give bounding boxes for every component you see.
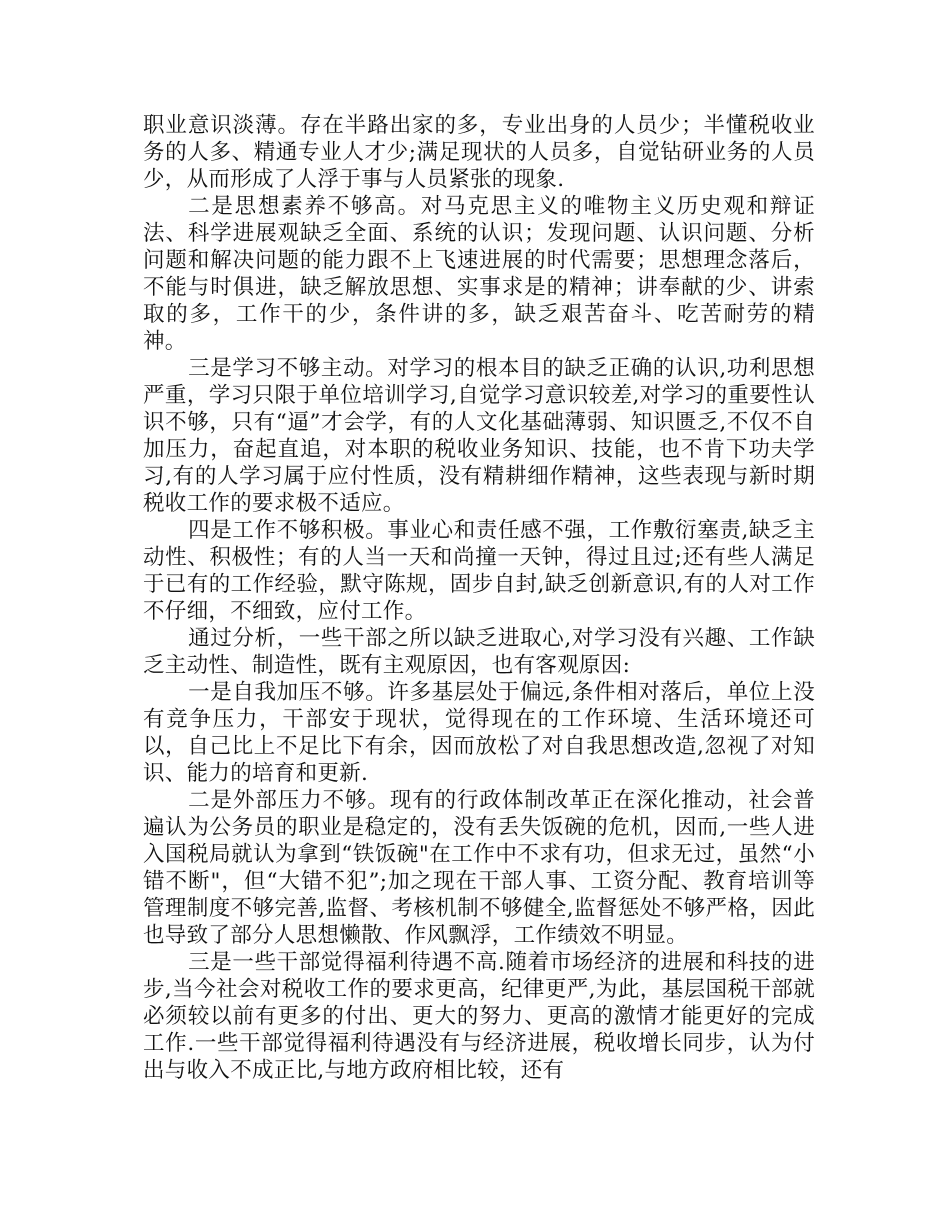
paragraph-7: 二是外部压力不够。现有的行政体制改革正在深化推动，社会普遍认为公务员的职业是稳定的，没有丢失饭碗的危机，因而,一些人进入国税局就认为拿到“铁饭碗"在工作中不求有功，但求无过，虽然“小错不断"，但“大错不犯”;加之现在干部人事、工资分配、教育培训等管理制度不够完善,监督、考核机制不够健全,监督惩处不够严格，因此也导致了部分人思想懒散、作风飘浮，工作绩效不明显。 [143, 788, 815, 948]
paragraph-6: 一是自我加压不够。许多基层处于偏远,条件相对落后，单位上没有竞争压力，干部安于现状，觉得现在的工作环境、生活环境还可以，自己比上不足比下有余，因而放松了对自我思想改造,忽视了对知识、能力的培育和更新. [143, 680, 815, 786]
paragraph-4: 四是工作不够积极。事业心和责任感不强，工作敷衍塞责,缺乏主动性、积极性；有的人当一天和尚撞一天钟，得过且过;还有些人满足于已有的工作经验，默守陈规，固步自封,缺乏创新意识,有的人对工作不仔细，不细致，应付工作。 [143, 518, 815, 624]
paragraph-3: 三是学习不够主动。对学习的根本目的缺乏正确的认识,功利思想严重，学习只限于单位培训学习,自觉学习意识较差,对学习的重要性认识不够，只有“逼”才会学，有的人文化基础薄弱、知识匮乏,不仅不自加压力，奋起直追，对本职的税收业务知识、技能，也不肯下功夫学习,有的人学习属于应付性质，没有精耕细作精神，这些表现与新时期税收工作的要求极不适应。 [143, 356, 815, 516]
paragraph-2: 二是思想素养不够高。对马克思主义的唯物主义历史观和辩证法、科学进展观缺乏全面、系统的认识；发现问题、认识问题、分析问题和解决问题的能力跟不上飞速进展的时代需要；思想理念落后，不能与时俱进，缺乏解放思想、实事求是的精神；讲奉献的少、讲索取的多，工作干的少，条件讲的多，缺乏艰苦奋斗、吃苦耐劳的精神。 [143, 194, 815, 354]
paragraph-1: 职业意识淡薄。存在半路出家的多，专业出身的人员少；半懂税收业务的人多、精通专业人才少;满足现状的人员多，自觉钻研业务的人员少，从而形成了人浮于事与人员紧张的现象. [143, 113, 815, 192]
paragraph-5: 通过分析，一些干部之所以缺乏进取心,对学习没有兴趣、工作缺乏主动性、制造性，既有主观原因，也有客观原因: [143, 626, 815, 678]
paragraph-8: 三是一些干部觉得福利待遇不高.随着市场经济的进展和科技的进步,当今社会对税收工作的要求更高，纪律更严,为此，基层国税干部就必须较以前有更多的付出、更大的努力、更高的激情才能更好的完成工作.一些干部觉得福利待遇没有与经济进展，税收增长同步，认为付出与收入不成正比,与地方政府相比较，还有 [143, 950, 815, 1083]
document-body [143, 112, 815, 1084]
